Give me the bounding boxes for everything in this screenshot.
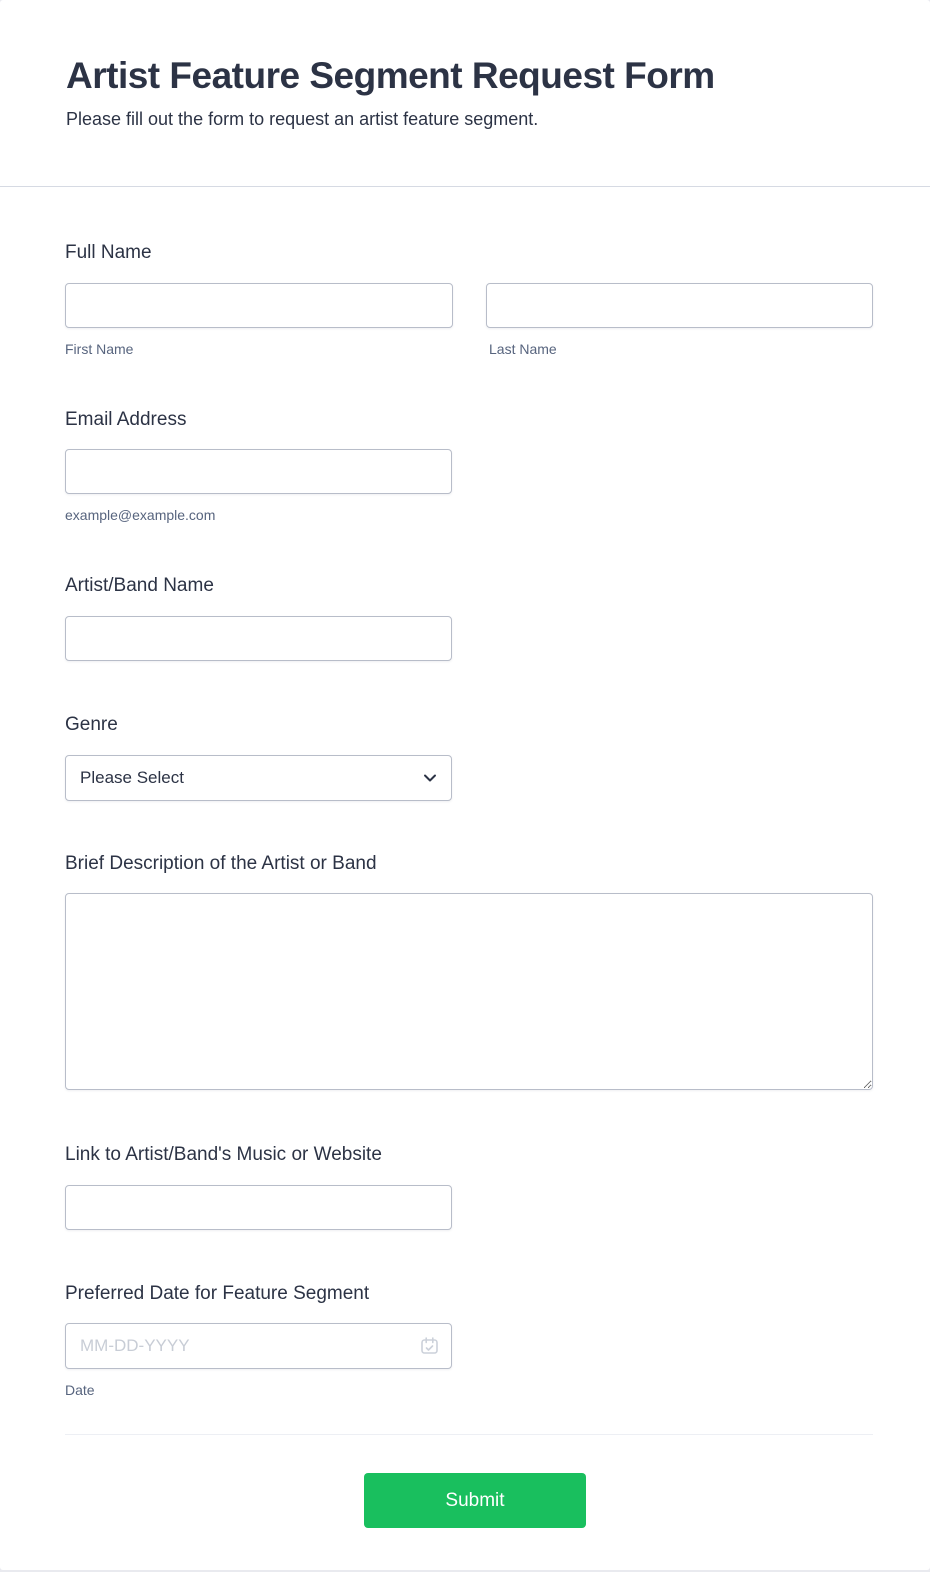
first-name-col	[65, 283, 453, 357]
genre-select-wrap	[65, 755, 452, 801]
genre-label: Genre	[65, 713, 118, 735]
email-input[interactable]	[65, 449, 452, 494]
date-input-wrap	[65, 1323, 452, 1369]
form-footer	[65, 1434, 873, 1528]
email-sublabel: example@example.com	[65, 507, 216, 524]
artist-band-name-input[interactable]	[65, 616, 452, 661]
description-textarea[interactable]	[65, 893, 873, 1090]
question-preferred-date	[65, 1281, 873, 1399]
question-genre	[65, 712, 873, 801]
first-name-sublabel: First Name	[65, 340, 134, 357]
date-sublabel: Date	[65, 1382, 95, 1399]
date-input[interactable]	[65, 1323, 452, 1369]
preferred-date-label: Preferred Date for Feature Segment	[65, 1282, 370, 1304]
last-name-sublabel: Last Name	[489, 340, 557, 357]
last-name-input[interactable]	[486, 283, 873, 328]
question-email	[65, 407, 873, 524]
link-input[interactable]	[65, 1185, 452, 1230]
question-description	[65, 851, 873, 1091]
submit-button[interactable]: Submit	[364, 1473, 586, 1528]
question-link	[65, 1142, 873, 1230]
name-row	[65, 283, 873, 357]
artist-band-name-label: Artist/Band Name	[65, 575, 214, 597]
question-full-name	[65, 240, 873, 357]
page-title: Artist Feature Segment Request Form	[66, 55, 715, 96]
link-label: Link to Artist/Band's Music or Website	[65, 1144, 382, 1166]
email-label: Email Address	[65, 408, 187, 430]
form-body	[0, 187, 930, 1528]
page-subtitle: Please fill out the form to request an artist feature segment.	[66, 108, 539, 129]
full-name-label: Full Name	[65, 242, 152, 263]
question-artist-band-name	[65, 573, 873, 661]
first-name-input[interactable]	[65, 283, 453, 328]
genre-select[interactable]	[65, 755, 452, 801]
last-name-col	[486, 283, 873, 357]
calendar-icon[interactable]	[419, 1336, 440, 1357]
description-label: Brief Description of the Artist or Band	[65, 852, 377, 874]
form-header	[0, 0, 930, 187]
